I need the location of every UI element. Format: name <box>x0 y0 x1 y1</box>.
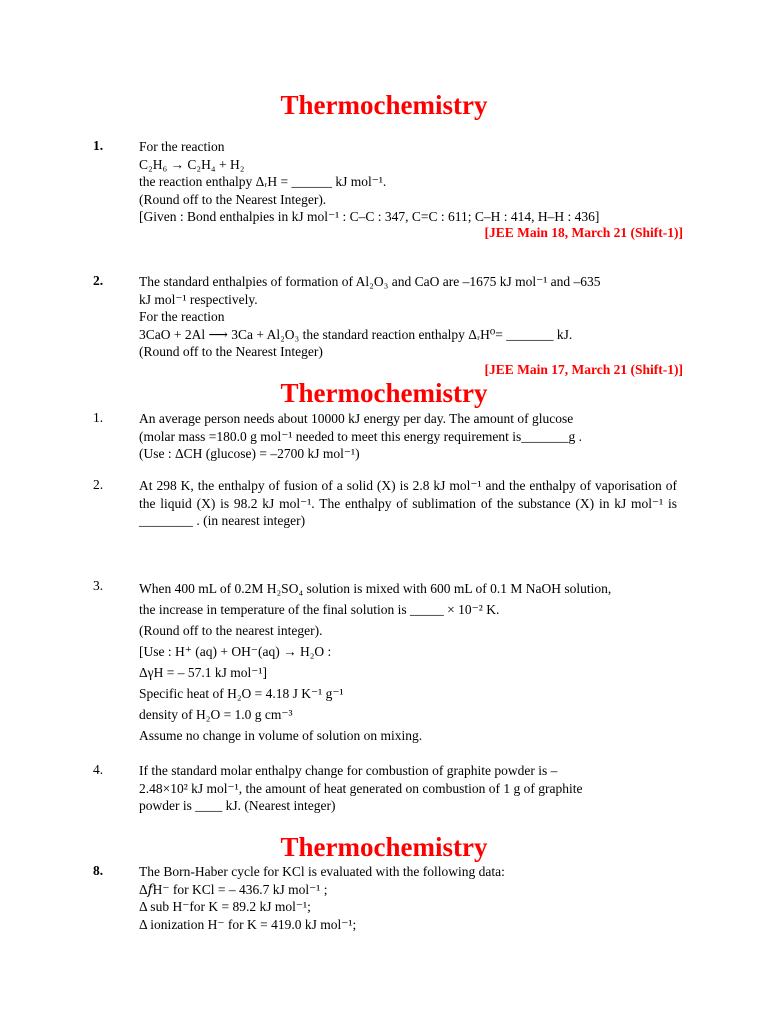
section-title: Thermochemistry <box>280 378 488 408</box>
question-text-line: 2.48×10² kJ mol⁻¹, the amount of heat generated on combustion of 1 g of graphite <box>139 780 583 796</box>
given-data-line: Δ𝑓H⁻ for KCl = – 436.7 kJ mol⁻¹ ; <box>139 881 328 897</box>
question-text-line: the reaction enthalpy ΔᵣH = ______ kJ mol⁻¹. <box>139 174 387 189</box>
given-data-line: Specific heat of H₂O = 4.18 J K⁻¹ g⁻¹ <box>139 686 344 701</box>
reaction-equation: C₂H₆ → C₂H₄ + H₂ <box>139 156 245 172</box>
question-text-line: kJ mol⁻¹ respectively. <box>139 291 258 307</box>
section-title: Thermochemistry <box>280 832 488 862</box>
question-text-line: The Born-Haber cycle for KCl is evaluated with the following data: <box>139 864 505 879</box>
question-text-line: The standard enthalpies of formation of Al₂O₃ and CaO are –1675 kJ mol⁻¹ and –635 <box>139 274 601 289</box>
question-number: 2. <box>93 273 104 288</box>
given-data-line: density of H₂O = 1.0 g cm⁻³ <box>139 707 293 722</box>
question-text-line: (Round off to the nearest integer). <box>139 623 323 638</box>
reaction-equation: 3CaO + 2Al ⟶ 3Ca + Al₂O₃ the standard reaction enthalpy ΔᵣH⁰= _______ kJ. <box>139 326 573 342</box>
given-data-line: Δ ionization H⁻ for K = 419.0 kJ mol⁻¹; <box>139 916 357 932</box>
reaction-equation: [Use : H⁺ (aq) + OH⁻(aq) → H₂O : <box>139 644 332 659</box>
question-text-line: For the reaction <box>139 139 225 154</box>
question-text: At 298 K, the enthalpy of fusion of a solid (X) is 2.8 kJ mol⁻¹ and the enthalpy of vaporisation of the liquid (X) is 98.2 kJ mol⁻¹. The enthalpy of sublimation of the substance (X) in kJ mol⁻¹ is ________ . (in nearest integer) <box>139 478 677 528</box>
question-text-line: (Round off to the Nearest Integer). <box>139 191 327 207</box>
question-text-line: Assume no change in volume of solution on mixing. <box>139 728 423 743</box>
question-text-line: the increase in temperature of the final solution is _____ × 10⁻² K. <box>139 602 500 617</box>
given-data-line: ΔγH = – 57.1 kJ mol⁻¹] <box>139 665 267 680</box>
question-text-line: When 400 mL of 0.2M H₂SO₄ solution is mixed with 600 mL of 0.1 M NaOH solution, <box>139 581 612 596</box>
question-text-line: (Round off to the Nearest Integer) <box>139 344 323 359</box>
question-number: 8. <box>93 863 104 878</box>
question-text-line: An average person needs about 10000 kJ energy per day. The amount of glucose <box>139 411 574 426</box>
question-text-line: powder is ____ kJ. (Nearest integer) <box>139 798 336 813</box>
page-title: Thermochemistry <box>280 90 488 120</box>
given-data-line: Δ sub H⁻for K = 89.2 kJ mol⁻¹; <box>139 899 311 914</box>
question-number: 1. <box>93 138 104 153</box>
question-text-line: For the reaction <box>139 309 225 324</box>
question-number: 2. <box>93 477 104 492</box>
question-text-line: (molar mass =180.0 g mol⁻¹ needed to meet this energy requirement is_______g . <box>139 428 582 444</box>
question-text-line: (Use : ΔCH (glucose) = –2700 kJ mol⁻¹) <box>139 446 360 461</box>
question-number: 1. <box>93 410 104 425</box>
question-text-line: If the standard molar enthalpy change for combustion of graphite powder is – <box>139 763 558 778</box>
question-number: 3. <box>93 578 104 593</box>
exam-source-tag: [JEE Main 17, March 21 (Shift-1)] <box>484 362 683 377</box>
question-number: 4. <box>93 762 104 777</box>
given-data-line: [Given : Bond enthalpies in kJ mol⁻¹ : C–C : 347, C=C : 611; C–H : 414, H–H : 436] <box>139 209 600 224</box>
exam-source-tag: [JEE Main 18, March 21 (Shift-1)] <box>484 225 683 240</box>
